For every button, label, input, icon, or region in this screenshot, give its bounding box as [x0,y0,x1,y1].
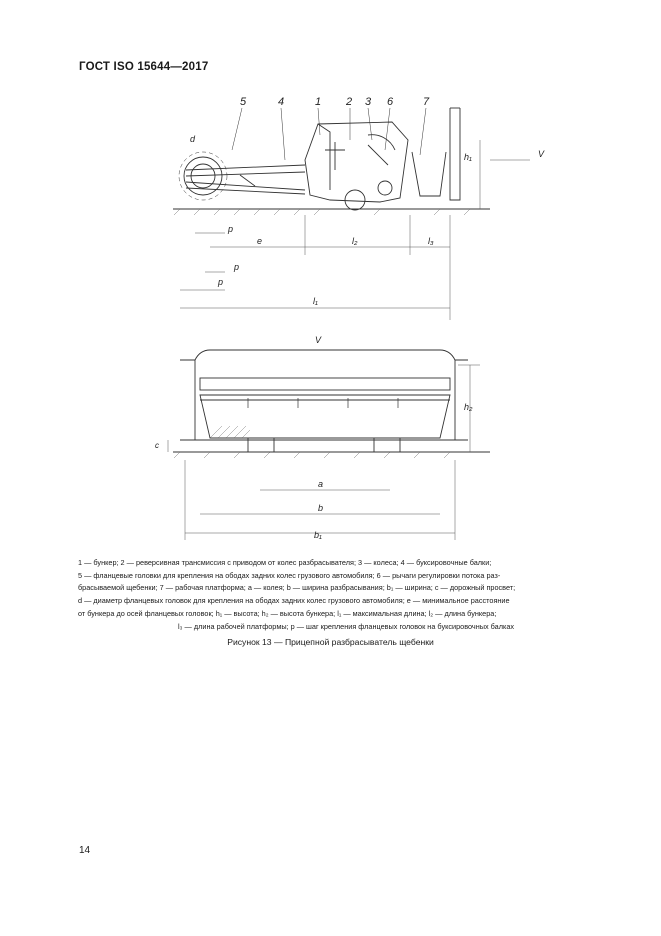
dim-p-2: p [234,262,240,272]
callout-1: 1 [315,96,322,108]
dim-v-side: V [538,149,545,159]
dim-v-front: V [315,335,322,345]
dim-l3: l₃ [428,236,434,246]
dim-h1: h₁ [464,152,472,162]
dim-h2: h₂ [464,402,473,412]
dim-p-1: p [228,224,234,234]
hopper-front [200,378,450,390]
dim-l2: l₂ [352,236,358,246]
dim-p-3: p [218,277,224,287]
legend-line: 1 — бункер; 2 — реверсивная трансмиссия с приводом от колес разбрасывателя; 3 — колеса; 4 — буксировочные балки; [78,558,492,567]
dim-b: b [318,503,324,513]
work-platform [412,152,446,196]
callout-7: 7 [423,96,430,108]
callout-2: 2 [346,96,353,108]
dim-a: a [318,479,324,489]
callout-6: 6 [387,96,394,108]
legend-line: d — диаметр фланцевых головок для крепления на ободах задних колес грузового автомобиля; e — минимальное расстояние [78,596,510,606]
figure-legend [78,557,614,633]
page-number: 14 [79,845,91,856]
dim-b1: b₁ [314,530,322,540]
callout-3: 3 [365,96,372,108]
document-header: ГОСТ ISO 15644—2017 [79,61,209,73]
dim-c: c [155,441,159,450]
legend-line: l₃ — длина рабочей платформы; p — шаг крепления фланцевых головок на буксировочных балках [177,621,515,631]
legend-line: 5 — фланцевые головки для крепления на ободах задних колес грузового автомобиля; 6 — рычаги регулировки потока раз- [78,570,501,580]
legend-line: от бункера до осей фланцевых головок; h₁ — высота; h₂ — высота бункера; l₁ — максимальная длина; l₂ — длина бункера; [78,608,497,618]
legend-line: брасываемой щебенки; 7 — рабочая платформа; a — колея; b — ширина разбрасывания; b₁ — ширина; c — дорожный просвет; [78,583,516,593]
callout-5: 5 [240,96,247,108]
top-rail [180,350,468,360]
dim-l1: l₁ [313,296,318,306]
dim-e: e [257,236,263,246]
wheel-side [345,190,365,210]
dim-d: d [190,134,196,144]
figure-title: Рисунок 13 — Прицепной разбрасыватель щебенки [227,637,434,647]
callout-4: 4 [278,96,285,108]
